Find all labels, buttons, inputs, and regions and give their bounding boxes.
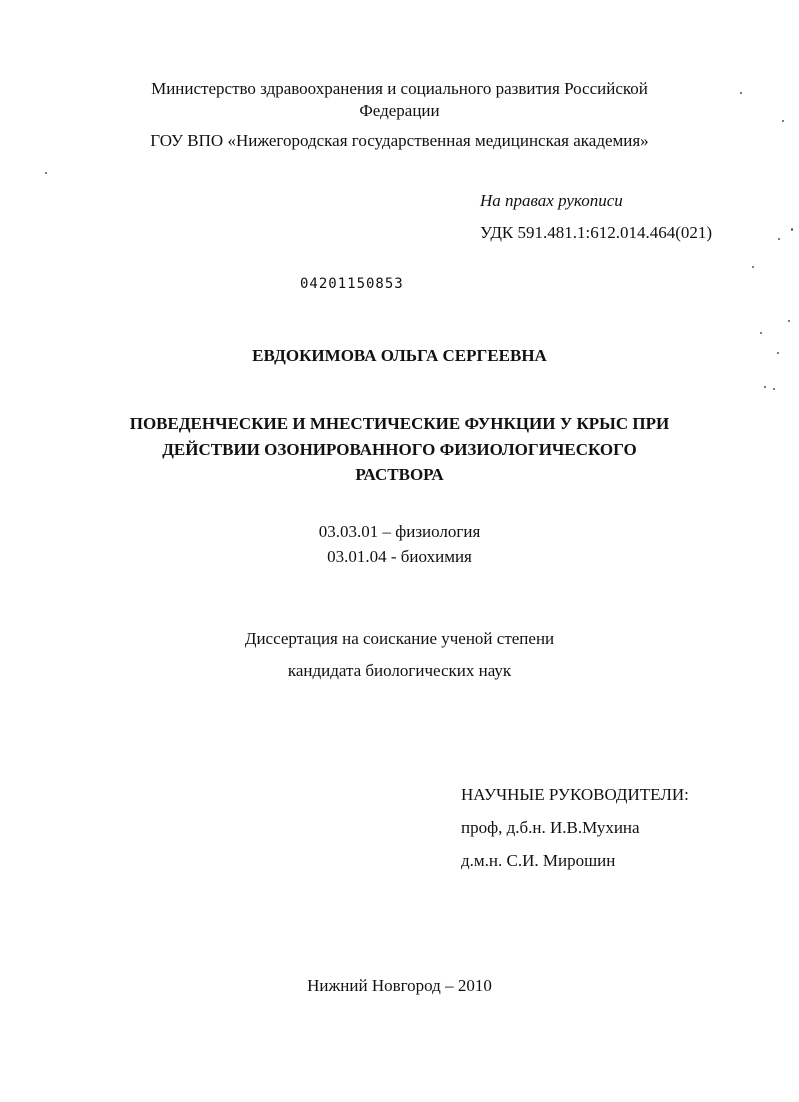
specialty-biochemistry: 03.01.04 - биохимия (327, 547, 472, 566)
scan-speck (791, 228, 793, 231)
dissertation-degree-line-1: Диссертация на соискание ученой степени (244, 629, 555, 648)
scan-speck (760, 332, 762, 334)
scan-speck (788, 320, 790, 322)
scan-speck (764, 386, 766, 388)
scan-speck (782, 120, 784, 122)
scan-speck (752, 266, 754, 268)
thesis-title-line-1: ПОВЕДЕНЧЕСКИЕ И МНЕСТИЧЕСКИЕ ФУНКЦИИ У КРЫС ПРИ (129, 414, 670, 433)
scan-speck (778, 238, 780, 240)
scan-speck (45, 172, 47, 174)
dissertation-degree-line-2: кандидата биологических наук (287, 661, 512, 680)
supervisors-heading: НАУЧНЫЕ РУКОВОДИТЕЛИ: (461, 785, 689, 804)
thesis-title-line-3: РАСТВОРА (355, 465, 444, 484)
institution-name: ГОУ ВПО «Нижегородская государственная медицинская академия» (150, 131, 649, 150)
thesis-title-line-2: ДЕЙСТВИИ ОЗОНИРОВАННОГО ФИЗИОЛОГИЧЕСКОГО (162, 440, 637, 459)
stamp-number: 04201150853 (300, 276, 404, 292)
scan-speck (740, 92, 742, 94)
ministry-line-1: Министерство здравоохранения и социального развития Российской (151, 79, 648, 98)
scan-speck (777, 352, 779, 354)
scan-speck (773, 388, 775, 390)
supervisor-2: д.м.н. С.И. Мирошин (461, 851, 616, 870)
manuscript-rights: На правах рукописи (480, 191, 623, 210)
city-year: Нижний Новгород – 2010 (307, 976, 492, 995)
author-name: ЕВДОКИМОВА ОЛЬГА СЕРГЕЕВНА (252, 346, 547, 365)
udc-code: УДК 591.481.1:612.014.464(021) (480, 223, 713, 242)
supervisor-1: проф, д.б.н. И.В.Мухина (461, 818, 640, 837)
ministry-line-2: Федерации (359, 101, 440, 120)
specialty-physiology: 03.03.01 – физиология (318, 522, 481, 541)
